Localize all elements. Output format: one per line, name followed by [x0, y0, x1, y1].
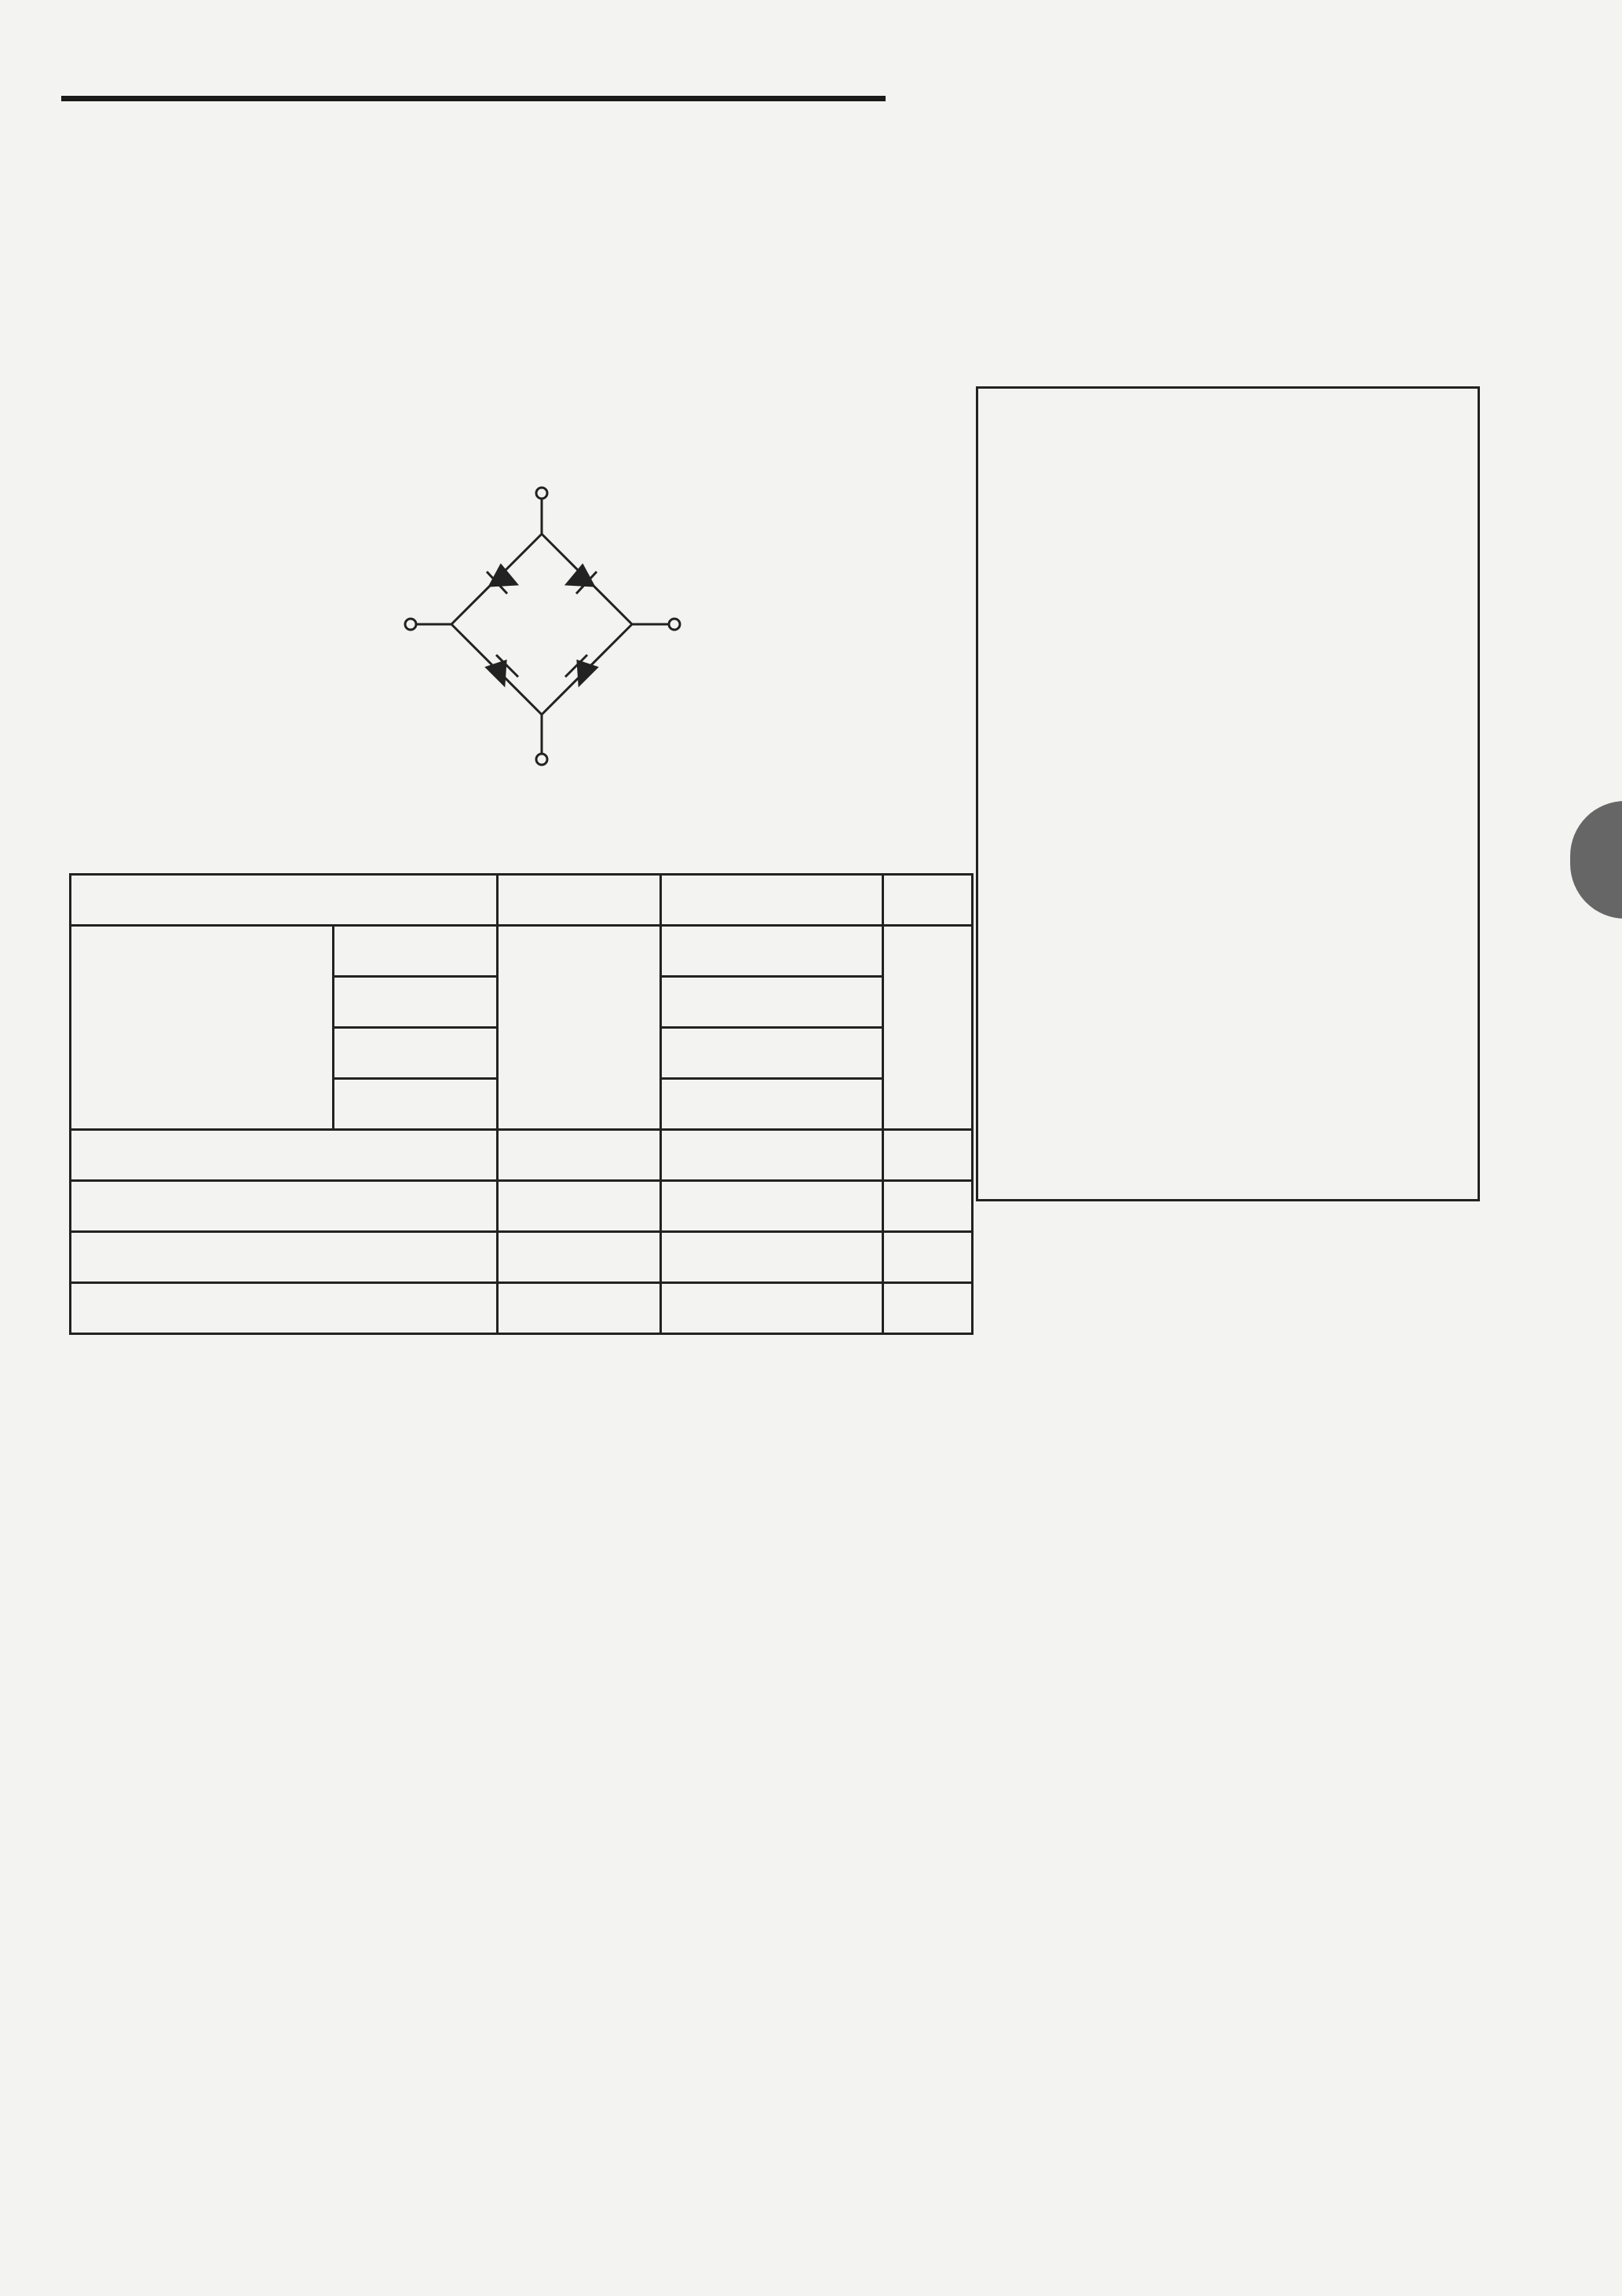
item-cell — [71, 1283, 498, 1334]
unit-cell — [882, 1181, 972, 1232]
side-index-tab — [1570, 801, 1622, 919]
table-row — [71, 1181, 973, 1232]
header-rating — [661, 875, 882, 926]
vrrm-unit — [882, 926, 972, 1130]
value-cell — [661, 1130, 882, 1181]
table-row — [71, 1232, 973, 1283]
table-row — [71, 926, 973, 977]
value-cell — [661, 1283, 882, 1334]
header-symbol — [497, 875, 661, 926]
value-cell — [661, 1232, 882, 1283]
part-cell — [333, 1028, 497, 1079]
unit-cell — [882, 1283, 972, 1334]
value-cell — [661, 1079, 882, 1130]
header-rule — [61, 96, 886, 101]
vrrm-symbol — [497, 926, 661, 1130]
unit-cell — [882, 1130, 972, 1181]
value-cell — [661, 1181, 882, 1232]
symbol-cell — [497, 1232, 661, 1283]
unit-cell — [882, 1232, 972, 1283]
value-cell — [661, 926, 882, 977]
table-header-row — [71, 875, 973, 926]
table-row — [71, 1283, 973, 1334]
symbol-cell — [497, 1283, 661, 1334]
item-cell — [71, 1130, 498, 1181]
part-cell — [333, 1079, 497, 1130]
header-unit — [882, 875, 972, 926]
max-ratings-table — [69, 873, 974, 1335]
item-cell — [71, 1181, 498, 1232]
vrrm-item — [71, 926, 334, 1130]
item-cell — [71, 1232, 498, 1283]
symbol-cell — [497, 1130, 661, 1181]
bridge-circuit-diagram — [330, 455, 738, 801]
value-cell — [661, 1028, 882, 1079]
part-cell — [333, 926, 497, 977]
symbol-cell — [497, 1181, 661, 1232]
table-row — [71, 1130, 973, 1181]
header-item — [71, 875, 498, 926]
part-cell — [333, 977, 497, 1028]
outline-drawing-frame — [976, 386, 1480, 1201]
value-cell — [661, 977, 882, 1028]
